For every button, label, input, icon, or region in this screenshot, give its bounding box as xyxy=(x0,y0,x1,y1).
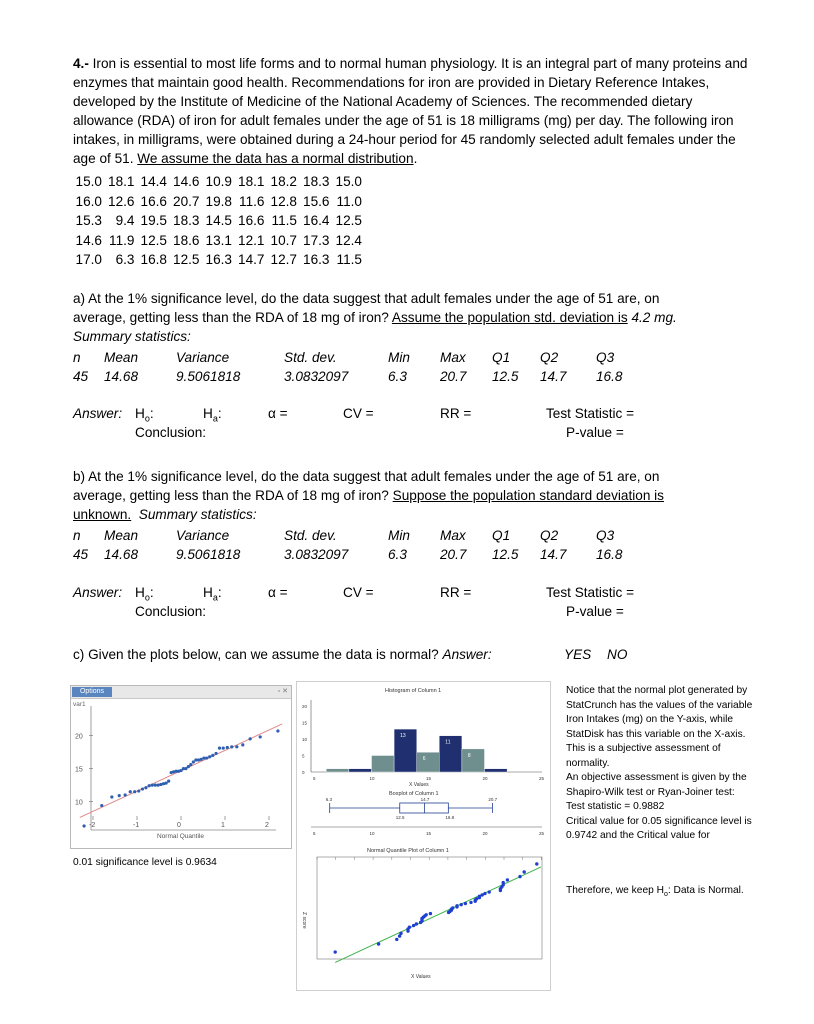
histogram-bar xyxy=(326,769,349,772)
alpha-field[interactable]: α = xyxy=(268,585,288,600)
data-point xyxy=(110,795,113,798)
x-tick-label: -2 xyxy=(89,822,96,829)
data-cell: 18.2 xyxy=(270,174,297,189)
data-point xyxy=(137,789,140,792)
conclusion-text-a: Therefore, we keep H xyxy=(566,885,664,896)
data-cell: 11.5 xyxy=(271,213,297,228)
statdisk-plot xyxy=(71,698,291,848)
conclusion-field[interactable]: Conclusion: xyxy=(135,604,207,619)
qq-data-point xyxy=(460,903,463,906)
data-point xyxy=(192,760,195,763)
stats-header: Q2 xyxy=(540,528,559,543)
histogram-x-tick: 15 xyxy=(426,776,432,781)
data-cell: 17.0 xyxy=(75,252,102,267)
qq-y-label: Z score xyxy=(301,912,307,929)
data-point xyxy=(144,786,147,789)
x-tick-label: 2 xyxy=(265,822,269,829)
x-axis-title: Normal Quantile xyxy=(157,833,204,840)
stats-header: Mean xyxy=(104,350,139,365)
qq-data-point xyxy=(483,892,486,895)
stats-header: Variance xyxy=(176,528,230,543)
ha-field[interactable]: $H_a$: xyxy=(203,406,222,424)
answer-label[interactable]: Answer: xyxy=(73,585,123,600)
data-point xyxy=(133,790,136,793)
boxplot-label: 20.7 xyxy=(488,797,498,802)
cv-field[interactable]: CV = xyxy=(343,585,374,600)
data-cell: 18.3 xyxy=(173,213,200,228)
data-cell: 18.3 xyxy=(303,174,330,189)
data-point xyxy=(259,735,262,738)
stats-header: Q3 xyxy=(596,350,615,365)
data-point xyxy=(211,754,214,757)
data-point xyxy=(208,755,211,758)
data-point xyxy=(214,752,217,755)
data-point xyxy=(141,787,144,790)
data-row xyxy=(73,250,366,270)
stats-header: Variance xyxy=(176,350,230,365)
data-cell: 18.6 xyxy=(173,232,200,248)
boxplot-label: 6.3 xyxy=(325,797,332,802)
p-value-field[interactable]: P-value = xyxy=(566,425,624,440)
data-cell: 12.6 xyxy=(108,193,135,209)
stats-value: 3.0832097 xyxy=(284,369,349,384)
data-point xyxy=(148,784,151,787)
stats-value: 45 xyxy=(73,369,89,384)
boxplot-box xyxy=(400,803,449,813)
histogram-x-tick: 10 xyxy=(369,776,375,781)
data-cell: 16.6 xyxy=(238,213,265,228)
data-cell: 12.5 xyxy=(335,213,362,228)
stats-header: Q2 xyxy=(540,350,559,365)
stats-value: 14.68 xyxy=(104,547,139,562)
options-menu[interactable]: Options xyxy=(72,687,112,697)
qq-data-point xyxy=(408,926,411,929)
qq-data-point xyxy=(451,906,454,909)
data-cell: 11.6 xyxy=(239,193,265,209)
window-controls-icon[interactable]: ▫ ✕ xyxy=(277,688,288,695)
data-point xyxy=(129,790,132,793)
part-a-sigma: 4.2 mg. xyxy=(631,310,677,325)
stats-value: 6.3 xyxy=(388,369,407,384)
histogram-count-label: 6 xyxy=(422,756,426,763)
data-point xyxy=(205,756,208,759)
side-note-p3: Test statistic = 0.9882 xyxy=(566,801,665,812)
y-tick-label: 15 xyxy=(75,766,83,774)
data-point xyxy=(202,756,205,759)
rr-field[interactable]: RR = xyxy=(440,406,472,421)
qq-x-label: X Values xyxy=(411,974,431,980)
h0-field[interactable]: $H_o$: xyxy=(135,406,154,424)
histogram-bar xyxy=(349,769,372,772)
data-point xyxy=(100,804,103,807)
histogram-y-tick: 20 xyxy=(302,704,308,709)
x-tick-label: -1 xyxy=(133,822,140,829)
data-cell: 16.8 xyxy=(140,252,167,267)
histogram-y-tick: 5 xyxy=(302,753,305,759)
data-cell: 20.7 xyxy=(173,193,200,209)
data-point xyxy=(200,758,203,761)
boxplot-x-tick: 10 xyxy=(369,831,375,836)
part-a-line1: a) At the 1% significance level, do the data suggest that adult females under the age of 51 are, on xyxy=(73,291,660,306)
qq-data-point xyxy=(399,932,402,935)
stats-value: 6.3 xyxy=(388,547,407,562)
side-note-p1: Notice that the normal plot generated by StatCrunch has the values of the variable Iron Intakes (mg) on the Y-axis, while StatDisk has this variable on the X-axis. This is a subjective assessment of normality. xyxy=(566,685,753,769)
stats-header: n xyxy=(73,528,81,543)
data-cell: 18.1 xyxy=(238,174,265,189)
stats-header: Mean xyxy=(104,528,139,543)
data-cell: 12.8 xyxy=(270,193,297,209)
data-point xyxy=(156,784,159,787)
data-cell: 14.4 xyxy=(140,174,167,189)
stats-value: 16.8 xyxy=(596,547,623,562)
histogram-bar xyxy=(485,769,508,772)
part-a-stats xyxy=(0,348,814,388)
qq-data-point xyxy=(377,942,380,945)
conclusion-sub: o xyxy=(663,891,668,899)
histogram-x-tick: 20 xyxy=(482,776,488,781)
stats-value: 20.7 xyxy=(440,547,467,562)
statcrunch-panel xyxy=(296,681,551,991)
data-point xyxy=(124,793,127,796)
stats-value: 20.7 xyxy=(440,369,467,384)
data-point xyxy=(167,780,170,783)
data-point xyxy=(189,763,192,766)
yes-option[interactable]: YES xyxy=(564,647,592,662)
qq-data-point xyxy=(518,875,521,878)
problem-text: Iron is essential to most life forms and to normal human physiology. It is an integral part of many proteins and enzymes that maintain good health. Recommendations for iron are provided in Dietary Reference Intakes, developed by the Institute of Medicine of the National Academy of Sciences. The recommended dietary allowance (RDA) of iron for adult females under the age of 51 is 18 milligrams (mg) per day. The following iron intakes, in milligrams, were obtained during a 24-hour period for 45 randomly selected adult females under the age of 51. xyxy=(73,56,748,166)
histogram-x-tick: 25 xyxy=(539,776,545,781)
qq-data-point xyxy=(469,901,472,904)
data-cell: 15.3 xyxy=(75,213,102,228)
histogram-x-label: X Values xyxy=(409,782,429,788)
data-cell: 14.6 xyxy=(75,232,102,248)
part-a-line2 xyxy=(73,308,763,327)
data-point xyxy=(154,784,157,787)
stats-value: 45 xyxy=(73,547,89,562)
data-cell: 14.7 xyxy=(238,252,265,267)
normal-assumption: We assume the data has a normal distribution xyxy=(137,151,414,166)
qq-data-point xyxy=(506,878,509,881)
variable-label: var1 xyxy=(73,701,86,708)
part-c-answer-label: Answer: xyxy=(442,647,492,662)
data-point xyxy=(151,784,154,787)
boxplot-x-tick: 5 xyxy=(313,831,316,836)
stats-value: 9.5061818 xyxy=(176,547,241,562)
part-b-line3 xyxy=(73,505,763,524)
rr-field[interactable]: RR = xyxy=(440,585,472,600)
part-b-unknown: unknown. xyxy=(73,507,132,522)
stats-header: n xyxy=(73,350,81,365)
side-note-conclusion xyxy=(566,884,756,903)
qq-data-point xyxy=(488,890,491,893)
part-a-line2b: Assume the population std. deviation is xyxy=(391,310,628,325)
data-cell: 11.0 xyxy=(336,193,362,209)
boxplot-label: 14.7 xyxy=(420,797,430,802)
data-cell: 18.1 xyxy=(108,174,135,189)
problem-number: 4.- xyxy=(73,56,89,71)
data-cell: 16.0 xyxy=(75,193,102,209)
stats-header: Q3 xyxy=(596,528,615,543)
data-cell: 10.9 xyxy=(205,174,232,189)
qq-data-point xyxy=(415,922,418,925)
qq-data-point xyxy=(502,881,505,884)
qq-frame xyxy=(317,857,542,959)
data-cell: 16.6 xyxy=(140,193,167,209)
part-b-line2 xyxy=(73,486,763,505)
histogram-bar xyxy=(439,736,462,772)
conclusion-field[interactable]: Conclusion: xyxy=(135,425,207,440)
qq-data-point xyxy=(523,870,526,873)
stats-header: Std. dev. xyxy=(284,350,337,365)
data-cell: 12.4 xyxy=(335,232,362,248)
side-note-p4: Critical value for 0.05 significance level is 0.9742 and the Critical value for xyxy=(566,815,752,841)
part-c-text: c) Given the plots below, can we assume the data is normal? xyxy=(73,647,439,662)
stats-header: Min xyxy=(388,350,410,365)
qq-data-point xyxy=(464,902,467,905)
qq-reference-line xyxy=(335,867,541,962)
cv-field[interactable]: CV = xyxy=(343,406,374,421)
conclusion-text-b: : Data is Normal. xyxy=(667,885,744,896)
x-tick-label: 0 xyxy=(177,822,181,829)
data-point xyxy=(241,743,244,746)
x-tick-label: 1 xyxy=(221,822,225,829)
h0-field[interactable]: $H_o$: xyxy=(135,585,154,603)
data-cell: 19.5 xyxy=(140,213,167,228)
data-cell: 16.3 xyxy=(205,252,232,267)
statdisk-window xyxy=(70,685,292,849)
stats-value: 16.8 xyxy=(596,369,623,384)
boxplot-x-tick: 15 xyxy=(426,831,432,836)
stats-value: 14.7 xyxy=(540,369,567,384)
data-cell: 16.4 xyxy=(303,213,330,228)
stats-value: 14.7 xyxy=(540,547,567,562)
boxplot-label: 12.5 xyxy=(395,815,405,820)
histogram-y-tick: 0 xyxy=(302,770,305,775)
boxplot-title: Boxplot of Column 1 xyxy=(389,791,439,797)
stats-header: Max xyxy=(440,350,466,365)
histogram-count-label: 13 xyxy=(400,733,406,740)
data-cell: 15.6 xyxy=(303,193,330,209)
data-point xyxy=(230,745,233,748)
test-statistic-field[interactable]: Test Statistic = xyxy=(546,585,635,600)
alpha-field[interactable]: α = xyxy=(268,406,288,421)
y-tick-label: 20 xyxy=(75,733,83,741)
qq-data-point xyxy=(535,862,538,865)
histogram-count-label: 11 xyxy=(445,739,451,746)
stats-value: 12.5 xyxy=(492,369,519,384)
stats-value: 12.5 xyxy=(492,547,519,562)
stats-header: Max xyxy=(440,528,466,543)
histogram-title: Histogram of Column 1 xyxy=(385,688,442,694)
histogram-bar xyxy=(462,749,485,772)
data-cell: 16.3 xyxy=(303,252,330,267)
data-cell: 12.5 xyxy=(173,252,200,267)
boxplot-label: 16.8 xyxy=(445,815,455,820)
data-row xyxy=(73,231,366,251)
data-cell: 12.5 xyxy=(140,232,167,248)
qq-data-point xyxy=(334,950,337,953)
data-point xyxy=(164,782,167,785)
part-a-line2a: average, getting less than the RDA of 18 mg of iron? xyxy=(73,310,389,325)
data-point xyxy=(226,746,229,749)
statdisk-note: 0.01 significance level is 0.9634 xyxy=(73,857,217,868)
data-point xyxy=(187,765,190,768)
data-cell: 11.5 xyxy=(336,252,362,267)
part-b-line2a: average, getting less than the RDA of 18 mg of iron? xyxy=(73,488,389,503)
data-point xyxy=(197,758,200,761)
part-b-line1: b) At the 1% significance level, do the data suggest that adult females under the age of 51 are, on xyxy=(73,469,660,484)
stats-header: Std. dev. xyxy=(284,528,337,543)
data-row xyxy=(73,192,366,212)
part-b-line2b: Suppose the population standard deviation is xyxy=(392,488,664,503)
data-cell: 17.3 xyxy=(303,232,330,248)
ha-field[interactable]: $H_a$: xyxy=(203,585,222,603)
qq-data-point xyxy=(395,938,398,941)
data-row xyxy=(73,211,366,231)
qq-title: Normal Quantile Plot of Column 1 xyxy=(367,848,449,854)
boxplot-x-tick: 25 xyxy=(539,831,545,836)
data-cell: 15.0 xyxy=(335,174,362,189)
part-b-question xyxy=(73,467,763,524)
data-cell: 13.1 xyxy=(205,232,232,248)
y-tick-label: 10 xyxy=(75,799,83,807)
stats-header: Q1 xyxy=(492,528,511,543)
stats-header: Min xyxy=(388,528,410,543)
histogram-bar xyxy=(417,752,440,772)
stats-value: 9.5061818 xyxy=(176,369,241,384)
qq-data-point xyxy=(425,913,428,916)
data-cell: 9.4 xyxy=(115,213,135,228)
histogram-x-tick: 5 xyxy=(313,776,316,781)
data-cell: 19.8 xyxy=(205,193,232,209)
no-option[interactable]: NO xyxy=(607,647,628,662)
qq-data-point xyxy=(455,904,458,907)
data-cell: 11.9 xyxy=(109,232,135,248)
data-cell: 6.3 xyxy=(115,252,135,267)
data-point xyxy=(222,747,225,750)
part-a-summary-title: Summary statistics: xyxy=(73,329,191,344)
boxplot-x-tick: 20 xyxy=(482,831,488,836)
histogram-count-label: 8 xyxy=(467,752,471,759)
data-point xyxy=(82,824,85,827)
part-c-question xyxy=(73,645,492,664)
data-row xyxy=(73,172,366,192)
stats-value: 14.68 xyxy=(104,369,139,384)
part-b-summary-title: Summary statistics: xyxy=(138,507,257,522)
answer-label[interactable]: Answer: xyxy=(73,406,123,421)
p-value-field[interactable]: P-value = xyxy=(566,604,624,619)
stats-header: Q1 xyxy=(492,350,511,365)
data-cell: 10.7 xyxy=(270,232,297,248)
statcrunch-plots xyxy=(297,682,550,990)
problem-intro: 4.- Iron is essential to most life forms and to normal human physiology. It is an integral part of many proteins and enzymes that maintain good health. Recommendations for iron are provided in Dietary Reference Intakes, developed by the Institute of Medicine of the National Academy of Sciences. The recommended dietary allowance (RDA) of iron for adult females under the age of 51 is 18 milligrams (mg) per day. The following iron intakes, in milligrams, were obtained during a 24-hour period for 45 randomly selected adult females under the age of 51. We assume the data has a normal distribution. xyxy=(73,56,748,166)
qq-data-point xyxy=(429,912,432,915)
data-cell: 12.1 xyxy=(238,232,265,248)
histogram-y-tick: 10 xyxy=(302,737,308,742)
stats-value: 3.0832097 xyxy=(284,547,349,562)
histogram-bar xyxy=(372,756,395,773)
data-point xyxy=(159,783,162,786)
data-point xyxy=(118,794,121,797)
side-note-p2: An objective assessment is given by the Shapiro-Wilk test or Ryan-Joiner test: xyxy=(566,772,747,798)
data-cell: 12.7 xyxy=(270,252,297,267)
side-note xyxy=(566,684,766,844)
data-point xyxy=(235,745,238,748)
data-cell: 14.6 xyxy=(173,174,200,189)
data-point xyxy=(276,729,279,732)
histogram-y-tick: 15 xyxy=(302,720,308,726)
part-b-stats xyxy=(0,526,814,566)
data-cell: 15.0 xyxy=(75,174,102,189)
test-statistic-field[interactable]: Test Statistic = xyxy=(546,406,635,421)
part-a-question xyxy=(73,289,763,346)
data-cell: 14.5 xyxy=(205,213,232,228)
iron-data-table xyxy=(73,172,366,270)
data-point xyxy=(218,747,221,750)
data-point xyxy=(249,737,252,740)
